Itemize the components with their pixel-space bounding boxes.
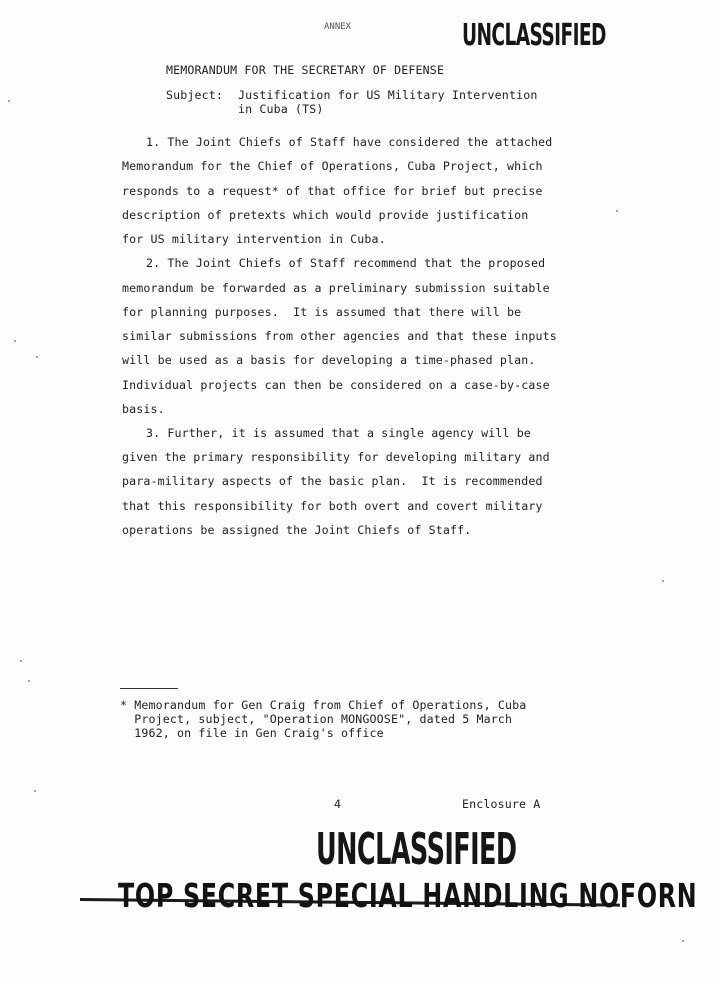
footnote-line: * Memorandum for Gen Craig from Chief of Operations, Cuba bbox=[120, 698, 527, 712]
body-line: Memorandum for the Chief of Operations, Cuba Project, which bbox=[122, 159, 543, 173]
body-line: that this responsibility for both overt and covert military bbox=[122, 499, 543, 513]
body-line: for US military intervention in Cuba. bbox=[122, 232, 386, 246]
scan-speck bbox=[682, 940, 684, 942]
scan-speck bbox=[616, 210, 618, 212]
subject-label: Subject: bbox=[166, 88, 224, 102]
scan-speck bbox=[34, 790, 36, 792]
body-line: 2. The Joint Chiefs of Staff recommend that the proposed bbox=[146, 256, 546, 270]
body-line: para-military aspects of the basic plan. It is recommended bbox=[122, 474, 543, 488]
scan-speck bbox=[662, 580, 664, 582]
unclassified-stamp-top: UNCLASSIFIED bbox=[462, 18, 606, 53]
body-line: given the primary responsibility for developing military and bbox=[122, 450, 550, 464]
scan-speck bbox=[36, 356, 38, 358]
subject-line-2: in Cuba (TS) bbox=[238, 102, 324, 116]
classification-banner: TOP SECRET SPECIAL HANDLING NOFORN bbox=[118, 876, 698, 915]
footnote-line: Project, subject, "Operation MONGOOSE", dated 5 March bbox=[120, 712, 513, 726]
body-line: memorandum be forwarded as a preliminary submission suitable bbox=[122, 281, 550, 295]
body-line: basis. bbox=[122, 402, 165, 416]
footnote-rule bbox=[120, 688, 178, 689]
memo-addressee: MEMORANDUM FOR THE SECRETARY OF DEFENSE bbox=[166, 63, 445, 77]
subject-line-1: Justification for US Military Intervention bbox=[238, 88, 538, 102]
scan-speck bbox=[28, 680, 30, 682]
body-line: Individual projects can then be considered on a case-by-case bbox=[122, 378, 550, 392]
body-line: for planning purposes. It is assumed that there will be bbox=[122, 305, 522, 319]
body-line: responds to a request* of that office for brief but precise bbox=[122, 184, 543, 198]
scan-speck bbox=[8, 100, 10, 102]
body-line: operations be assigned the Joint Chiefs of Staff. bbox=[122, 523, 472, 537]
body-line: will be used as a basis for developing a time-phased plan. bbox=[122, 353, 536, 367]
unclassified-stamp-bottom: UNCLASSIFIED bbox=[316, 824, 517, 875]
enclosure-label: Enclosure A bbox=[462, 797, 541, 811]
body-line: description of pretexts which would provide justification bbox=[122, 208, 529, 222]
footnote-line: 1962, on file in Gen Craig's office bbox=[120, 726, 384, 740]
body-line: similar submissions from other agencies and that these inputs bbox=[122, 329, 557, 343]
scan-speck bbox=[20, 660, 22, 662]
scan-speck bbox=[14, 340, 16, 342]
body-line: 3. Further, it is assumed that a single agency will be bbox=[146, 426, 532, 440]
top-code: ANNEX bbox=[324, 22, 352, 32]
page-number: 4 bbox=[334, 797, 342, 811]
body-line: 1. The Joint Chiefs of Staff have considered the attached bbox=[146, 135, 553, 149]
